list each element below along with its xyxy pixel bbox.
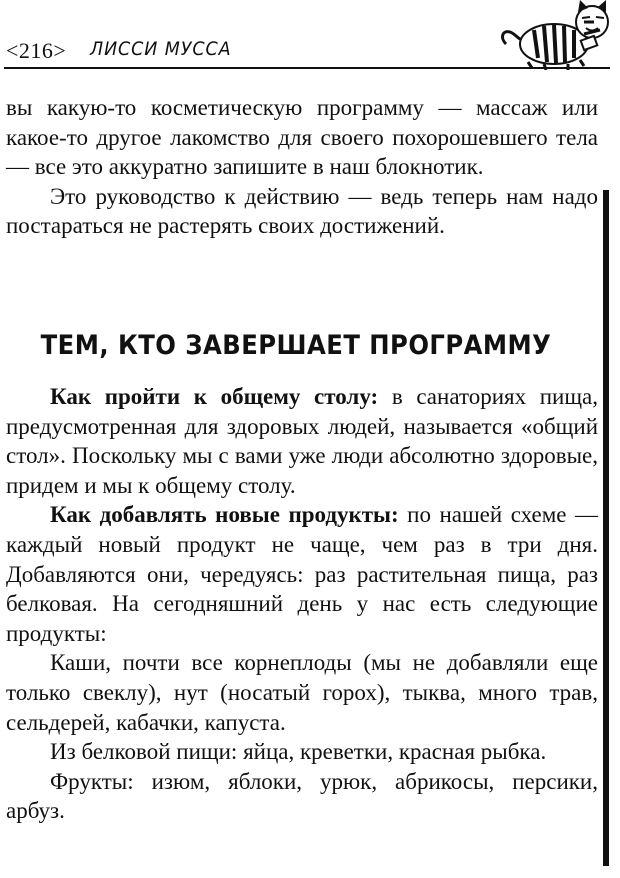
paragraph-cereals: Каши, почти все корнеплоды (мы не добавляли еще только свеклу), нут (носатый горох), тыква, много трав, сельдерей, кабачки, капуста. [6, 650, 598, 735]
page-number: <216> [6, 38, 67, 63]
section-heading: ТЕМ, КТО ЗАВЕРШАЕТ ПРОГРАММУ [40, 330, 552, 361]
paragraph-new-products-body: по нашей схеме — каждый новый продукт не чаще, чем раз в три дня. Добавляются они, чередуясь: раз растительная пища, раз белковая. На сегодняшний день у нас есть следующие продукты: [6, 502, 598, 646]
intro-paragraph-2: Это руководство к действию — ведь теперь нам надо постараться не растерять своих достижений. [6, 183, 598, 239]
section-text [6, 382, 598, 826]
paragraph-common-table-body: в санаториях пища, предусмотренная для здоровых людей, называется «общий стол». Поскольку мы с вами уже люди абсолютно здоровые, придем и мы к общему столу. [6, 384, 598, 498]
paragraph-new-products [6, 500, 598, 648]
page-header [0, 0, 620, 72]
paragraph-common-table-lead: Как пройти к общему столу: [50, 384, 379, 409]
paragraph-protein: Из белковой пищи: яйца, креветки, красная рыбка. [50, 739, 547, 765]
paragraph-common-table [6, 382, 598, 500]
running-title: ЛИССИ МУССА [90, 38, 232, 60]
intro-text [6, 93, 598, 241]
intro-paragraph-1: вы какую-то косметическую программу — массаж или какое-то другое лакомство для своего похорошевшего тела — все это аккуратно запишите в наш блокнотик. [6, 95, 598, 180]
paragraph-fruits: Фрукты: изюм, яблоки, урюк, абрикосы, персики, арбуз. [6, 768, 598, 824]
page-edge-bar [603, 190, 609, 866]
paragraph-new-products-lead: Как добавлять новые продукты: [50, 502, 399, 528]
header-rule [4, 67, 610, 69]
striped-cat-icon [498, 0, 614, 70]
